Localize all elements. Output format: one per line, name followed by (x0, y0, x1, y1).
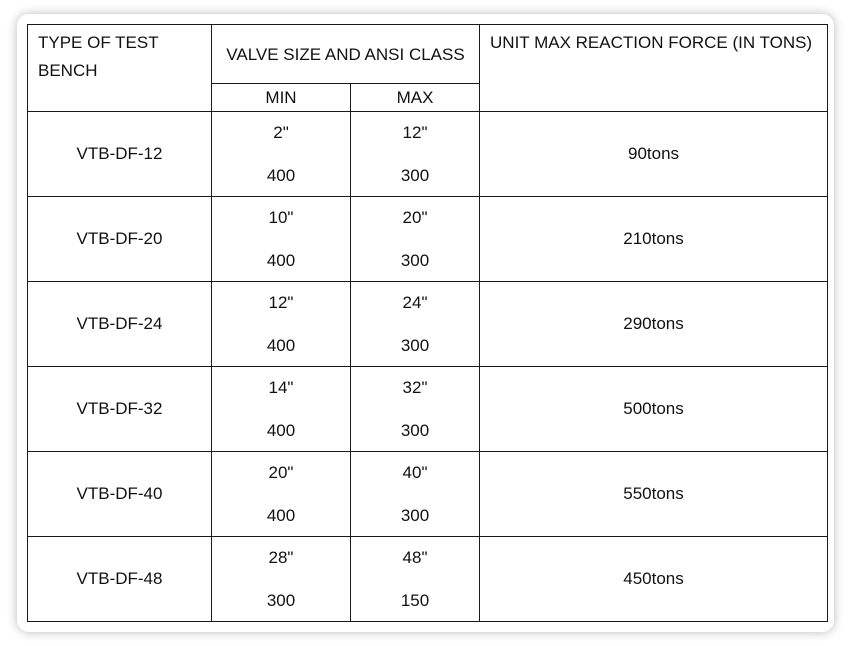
header-unit-max-reaction-force: UNIT MAX REACTION FORCE (IN TONS) (480, 25, 828, 112)
max-size: 12" (402, 122, 428, 142)
force-cell: 550tons (480, 452, 828, 537)
table-row (28, 452, 828, 537)
min-class: 400 (266, 165, 296, 185)
table-row (28, 197, 828, 282)
min-size: 28" (268, 547, 294, 567)
max-cell (351, 197, 480, 282)
bench-cell: VTB-DF-40 (28, 452, 212, 537)
force-cell: 500tons (480, 367, 828, 452)
min-class: 400 (266, 335, 296, 355)
max-cell (351, 112, 480, 197)
header-valve-size-ansi-class: VALVE SIZE AND ANSI CLASS (212, 25, 480, 84)
table-row (28, 537, 828, 622)
min-cell (212, 452, 351, 537)
max-cell (351, 282, 480, 367)
header-max: MAX (351, 84, 480, 112)
bench-cell: VTB-DF-20 (28, 197, 212, 282)
max-size: 24" (402, 292, 428, 312)
max-size: 48" (402, 547, 428, 567)
min-size: 2" (273, 122, 289, 142)
min-class: 400 (266, 420, 296, 440)
header-row (28, 25, 828, 84)
max-class: 300 (400, 420, 430, 440)
table-row (28, 282, 828, 367)
min-class: 400 (266, 250, 296, 270)
min-size: 10" (268, 207, 294, 227)
header-min: MIN (212, 84, 351, 112)
bench-cell: VTB-DF-32 (28, 367, 212, 452)
min-class: 300 (266, 590, 296, 610)
table-row (28, 367, 828, 452)
force-cell: 210tons (480, 197, 828, 282)
max-size: 20" (402, 207, 428, 227)
min-cell (212, 537, 351, 622)
max-class: 300 (400, 505, 430, 525)
max-size: 32" (402, 377, 428, 397)
max-cell (351, 452, 480, 537)
min-size: 12" (268, 292, 294, 312)
bench-cell: VTB-DF-12 (28, 112, 212, 197)
max-class: 150 (400, 590, 430, 610)
min-class: 400 (266, 505, 296, 525)
bench-cell: VTB-DF-24 (28, 282, 212, 367)
max-size: 40" (402, 462, 428, 482)
bench-cell: VTB-DF-48 (28, 537, 212, 622)
force-cell: 90tons (480, 112, 828, 197)
min-size: 20" (268, 462, 294, 482)
min-cell (212, 367, 351, 452)
header-type-of-test-bench: TYPE OF TEST BENCH (28, 25, 212, 112)
min-size: 14" (268, 377, 294, 397)
max-cell (351, 367, 480, 452)
table-row (28, 112, 828, 197)
max-cell (351, 537, 480, 622)
max-class: 300 (400, 165, 430, 185)
force-cell: 290tons (480, 282, 828, 367)
test-bench-spec-table (27, 24, 828, 622)
max-class: 300 (400, 335, 430, 355)
min-cell (212, 282, 351, 367)
min-cell (212, 197, 351, 282)
force-cell: 450tons (480, 537, 828, 622)
max-class: 300 (400, 250, 430, 270)
min-cell (212, 112, 351, 197)
